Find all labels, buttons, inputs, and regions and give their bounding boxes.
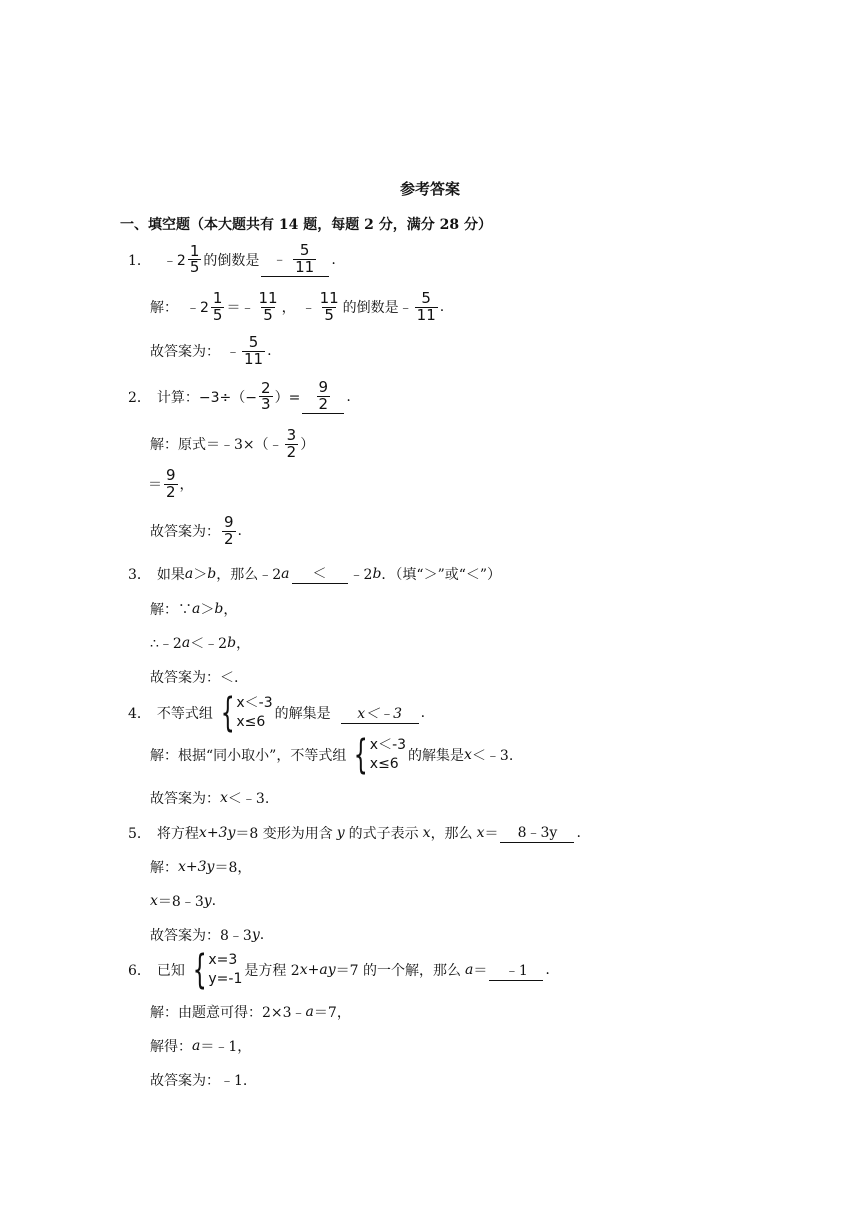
q5-question: [128, 822, 581, 843]
q5-text-b: x+3y: [198, 824, 236, 841]
q1-text: 的倒数是: [203, 252, 260, 269]
q3-answer-blank: ＜: [292, 563, 348, 584]
q2-expression-denominator: 3: [261, 395, 271, 414]
q1-solution-frac2: [256, 291, 279, 324]
q1-answer-numerator: 5: [299, 241, 310, 259]
q5-sol1-c: ＝8，: [214, 860, 252, 876]
q4-period: .: [420, 705, 426, 721]
q4-solution-system-lines: [370, 736, 406, 774]
q6-answer-blank: ﹣1: [489, 960, 543, 981]
q5-answer-blank: 8﹣3y: [500, 822, 574, 843]
q4-number: 4．: [128, 706, 151, 722]
q3-sol2-a: ∴﹣2: [150, 636, 182, 652]
q1-final-period: .: [267, 343, 272, 360]
q3-text-a: 如果: [156, 566, 185, 583]
q1-question: [128, 243, 336, 277]
q2-question: [128, 380, 351, 414]
q4-final-b: ＜﹣3.: [227, 791, 270, 807]
q6-number: 6．: [128, 963, 151, 979]
q1-neg: ﹣2: [162, 252, 186, 269]
q3-var-b2: b: [372, 565, 382, 582]
q1-answer-fraction: [293, 243, 316, 276]
page-title-text: 参考答案: [399, 180, 460, 198]
q3-gt: ＞: [193, 566, 208, 583]
q1-final: [150, 335, 272, 368]
q2-solution-numerator: 3: [286, 426, 297, 444]
q4-system-lines: [236, 694, 272, 732]
q6-sol2-b: a: [192, 1038, 201, 1054]
section-heading: [120, 214, 492, 234]
q6-solution-line1: [150, 1002, 351, 1022]
q4-final: [150, 788, 269, 808]
q1-solution-frac2-den: 5: [263, 305, 273, 324]
q1-solution-e: 的倒数是﹣: [342, 300, 413, 317]
q1-solution-frac1: [211, 291, 225, 324]
q5-sol1-a: 解：: [150, 860, 178, 876]
q3-sol2-b: ＜﹣2: [190, 636, 228, 652]
q1-solution-frac4-den: 11: [416, 305, 436, 324]
q1-answer-blank: [261, 243, 329, 277]
q6-system-line1: x=3: [208, 952, 238, 969]
q6-text-f: ＝: [473, 963, 488, 979]
q1-solution-frac3-num: 11: [319, 289, 339, 307]
q3-final: [150, 667, 238, 687]
page-title: [0, 178, 860, 199]
q1-solution-b: ＝﹣: [226, 300, 255, 317]
q2-final-period: .: [237, 523, 242, 540]
q2-eq-numerator: 9: [166, 466, 176, 484]
q6-sol1-b: ＝7，: [313, 1005, 351, 1021]
q1-solution-period: .: [439, 299, 445, 316]
q4-solution: [150, 732, 514, 778]
q5-final-a: 故答案为：8﹣3: [150, 928, 252, 944]
q1-solution-frac4-num: 5: [421, 289, 431, 307]
q1-mixed-fraction: [188, 241, 202, 277]
q4-solution-system: [348, 732, 407, 778]
q6-period: .: [545, 962, 550, 978]
left-brace-icon: {: [192, 947, 207, 993]
q4-answer-blank: x＜﹣3: [341, 703, 419, 724]
q4-question: [128, 690, 426, 736]
q2-answer-numerator: 9: [318, 378, 329, 396]
q3-sol1-var-a: a: [192, 601, 201, 617]
q2-answer-fraction: [317, 380, 331, 413]
q2-expression-b: ）=: [274, 389, 301, 406]
q2-period: .: [346, 388, 351, 405]
q3-number: 3．: [128, 566, 151, 583]
q3-sol1-var-b: b: [214, 601, 224, 617]
q2-expression-numerator: 2: [261, 378, 271, 397]
q4-solution-b: 的解集是: [408, 748, 465, 764]
left-brace-icon: {: [220, 690, 235, 736]
q3-sol2-comma: ，: [236, 636, 251, 652]
q1-solution-label: 解：: [150, 300, 178, 317]
section-heading-text: 一、填空题（本大题共有 14 题，每题 2 分，满分 28 分）: [120, 217, 492, 233]
q6-final: [150, 1070, 247, 1090]
q1-answer-denominator: 11: [295, 257, 315, 276]
q6-equation-system: [187, 947, 243, 993]
q6-sol2-a: 解得：: [150, 1039, 192, 1055]
q1-period: .: [331, 251, 336, 268]
left-brace-icon: {: [354, 732, 369, 778]
q2-final-numerator: 9: [224, 513, 234, 531]
q6-question: [128, 947, 550, 993]
q3-text-c: ﹣2: [349, 566, 373, 583]
q3-solution-line2: [150, 633, 250, 653]
q2-solution-line2: [148, 468, 194, 501]
q4-solution-system-line2: x≤6: [369, 756, 399, 772]
q3-text-b: ，那么﹣2: [216, 566, 282, 583]
q1-mixed-denominator: 5: [189, 258, 200, 277]
q1-final-numerator: 5: [248, 333, 259, 351]
q3-var-a2: a: [281, 565, 290, 582]
q3-sol1-comma: ，: [223, 602, 238, 618]
q4-solution-system-line1: x＜-3: [369, 737, 407, 754]
q6-sol1: 解：由题意可得：2×3﹣: [150, 1005, 306, 1021]
q6-text-b: 是方程 2: [244, 963, 300, 979]
q1-solution-frac2-num: 11: [258, 289, 278, 307]
q2-answer-denominator: 2: [318, 394, 329, 413]
q1-solution-frac3-den: 5: [324, 305, 334, 324]
q2-final-label: 故答案为：: [150, 524, 220, 541]
q2-solution-b: ）: [300, 437, 315, 454]
q6-sol1-a: a: [305, 1004, 314, 1020]
q5-text-f2: x: [476, 824, 485, 841]
q4-solution-var-x: x: [464, 747, 472, 763]
q2-solution-fraction: [285, 428, 299, 461]
q1-solution-d: ﹣: [301, 300, 316, 317]
q1-final-denominator: 11: [244, 349, 264, 368]
q5-text-d: y: [336, 824, 345, 841]
q5-final: [150, 925, 264, 945]
q2-expression-fraction: [259, 378, 273, 414]
q4-solution-a: 解：根据“同小取小”，不等式组: [150, 748, 347, 764]
q4-solution-c: ＜﹣3.: [471, 748, 514, 764]
q5-text-f: x: [422, 824, 431, 841]
q4-text-a: 不等式组: [156, 706, 213, 722]
q1-number: 1．: [128, 252, 151, 269]
q5-final-c: .: [259, 927, 265, 943]
q1-final-sign: ﹣: [226, 344, 240, 361]
q1-solution-a: ﹣2: [186, 300, 209, 317]
q3-sol1-gt: ＞: [200, 602, 215, 618]
q2-expression-a: −3÷（−: [198, 389, 258, 406]
q3-sol1-a: 解：∵: [150, 602, 192, 618]
q1-solution-frac4: [415, 291, 438, 324]
q4-system-line1: x＜-3: [236, 695, 273, 712]
q4-final-a: 故答案为：: [150, 791, 220, 807]
q3-text-d: ．（填“＞”或“＜”）: [381, 566, 502, 583]
q3-solution-line1: [150, 599, 237, 619]
q5-text-h: ＝: [484, 825, 499, 842]
q3-var-a: a: [184, 565, 194, 582]
q5-text-g: ，那么: [430, 825, 473, 842]
q3-var-b: b: [207, 565, 217, 582]
q5-solution-line2: [150, 891, 216, 911]
q6-text-e: a: [464, 962, 474, 978]
q5-final-b: y: [251, 927, 260, 943]
q1-solution-frac1-num: 1: [212, 289, 223, 307]
q2-final: [150, 515, 242, 548]
q1-final-label: 故答案为：: [150, 344, 220, 361]
q5-sol2-d: .: [211, 893, 217, 909]
q2-text: 计算：: [156, 389, 199, 406]
q2-solution-line1: [150, 428, 314, 461]
q6-final-text: 故答案为：﹣1.: [150, 1073, 248, 1089]
q1-solution-frac3: [318, 291, 341, 324]
q5-text-e: 的式子表示: [348, 825, 419, 842]
q2-answer-blank: [302, 380, 344, 414]
q5-sol2-c: y: [203, 893, 212, 909]
q2-number: 2．: [128, 389, 151, 406]
q2-final-denominator: 2: [224, 529, 234, 548]
q6-text-d: ＝7 的一个解，那么: [335, 963, 461, 979]
q3-final-text: 故答案为：＜.: [150, 670, 239, 686]
q5-sol1-b: x+3y: [178, 859, 215, 875]
q1-solution-frac1-den: 5: [212, 305, 223, 324]
q6-solution-line2: [150, 1036, 251, 1056]
q1-answer-sign: ﹣: [272, 251, 287, 268]
q3-question: [128, 563, 501, 584]
q1-solution-comma: ，: [281, 300, 296, 317]
q1-mixed-numerator: 1: [189, 241, 200, 260]
q6-system-line2: y=-1: [208, 971, 243, 987]
q2-solution-a: 解：原式＝﹣3×（﹣: [150, 437, 283, 454]
q6-sol2-c: ＝﹣1，: [200, 1039, 252, 1055]
q3-sol2-var-b: b: [227, 635, 237, 651]
q1-solution: [150, 291, 444, 324]
q2-solution-denominator: 2: [286, 442, 297, 461]
q5-sol2-a: x: [150, 893, 158, 909]
q2-eq-denominator: 2: [166, 482, 176, 501]
q4-system-line2: x≤6: [236, 714, 266, 730]
q2-eq-comma: ，: [179, 477, 194, 494]
q2-equals: ＝: [148, 477, 162, 494]
q6-text-c: x+ay: [299, 962, 336, 978]
q5-solution-line1: [150, 857, 251, 877]
q5-number: 5．: [128, 825, 151, 842]
q4-text-b: 的解集是: [274, 706, 331, 722]
q5-text-c: ＝8 变形为用含: [235, 825, 333, 842]
q2-final-fraction: [222, 515, 236, 548]
q2-eq-fraction: [164, 468, 178, 501]
q5-text-a: 将方程: [156, 825, 199, 842]
q5-sol2-b: ＝8﹣3: [157, 894, 204, 910]
q6-text-a: 已知: [156, 963, 185, 979]
q5-period: .: [576, 824, 581, 841]
q6-system-lines: [208, 951, 242, 989]
q4-final-var-x: x: [220, 790, 228, 806]
q3-sol2-var-a: a: [181, 635, 191, 651]
q4-inequality-system: [215, 690, 273, 736]
q1-final-fraction: [242, 335, 265, 368]
